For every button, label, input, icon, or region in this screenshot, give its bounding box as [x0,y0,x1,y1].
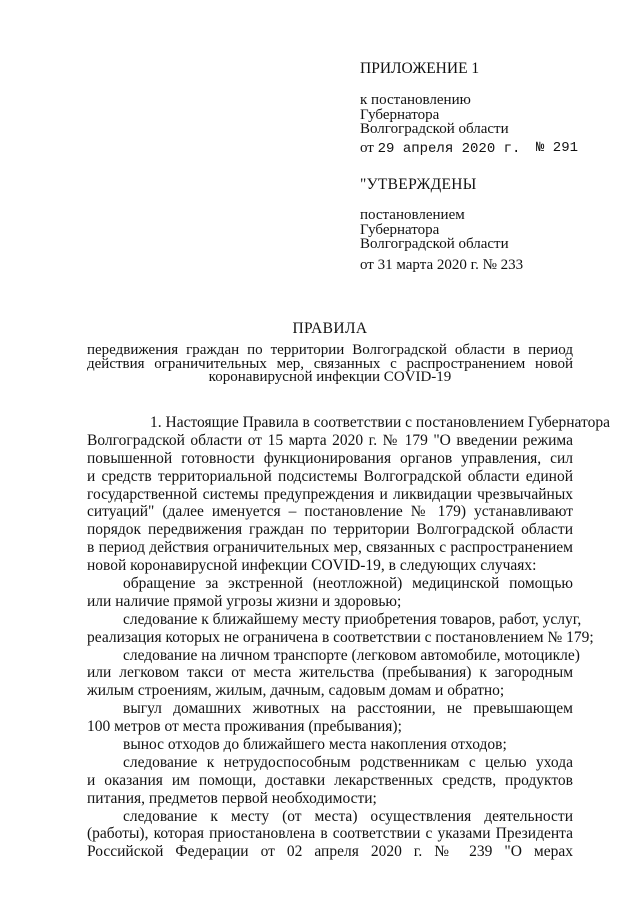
recipient-line: Волгоградской области [360,121,509,137]
document-title: ПРАВИЛА [292,320,368,337]
paragraph-3 [87,610,594,647]
paragraph-line: повышенной готовности функционирования органов управления, сил [87,449,573,467]
paragraph-line: или наличие прямой угрозы жизни и здоровью; [87,592,402,610]
approved-label: "УТВЕРЖДЕНЫ [360,176,477,193]
paragraph-line: государственной системы предупреждения и ликвидации чрезвычайных [87,485,573,503]
paragraph-line: Российской Федерации от 02 апреля 2020 г. № 239 "О мерах [87,843,573,861]
appendix-recipient [360,93,620,137]
paragraph-line: следование к месту (от места) осуществления деятельности [123,807,573,825]
appendix-label: ПРИЛОЖЕНИЕ 1 [360,60,480,77]
paragraph-line: в период действия ограничительных мер, связанных с распространением [87,539,573,557]
document-body [87,414,610,861]
paragraph-line: новой коронавирусной инфекции COVID-19, в следующих случаях: [87,557,537,575]
appendix-date-line [360,141,620,156]
approved-date-text: от 31 марта 2020 г. № 233 [360,257,524,273]
paragraph-line: 1. Настоящие Правила в соответствии с постановлением Губернатора [150,414,610,431]
paragraph-line: 100 метров от места проживания (пребывания); [87,718,402,736]
paragraph-line: жилым строениям, жилым, дачным, садовым домам и обратно; [87,682,505,700]
paragraph-6 [87,736,573,754]
paragraph-line: питания, предметов первой необходимости; [87,789,377,807]
document-subtitle [87,343,573,384]
recipient-line: к постановлению [360,92,471,108]
recipient-line: Губернатора [360,106,440,123]
approved-by-line: Губернатора [360,221,440,238]
subtitle-line: действия ограничительных мер, связанных с распространением новой [87,355,573,372]
paragraph-2 [87,575,573,611]
paragraph-line: вынос отходов до ближайшего места накопления отходов; [123,736,507,754]
paragraph-line: ситуаций" (далее именуется – постановление № 179) устанавливают [87,503,573,521]
paragraph-line: и оказания им помощи, доставки лекарственных средств, продуктов [87,771,573,789]
paragraph-line: или легковом такси от места жительства (пребывания) к загородным [87,664,573,682]
paragraph-4 [87,646,580,701]
paragraph-line: порядок передвижения граждан по территории Волгоградской области [87,521,573,539]
paragraph-7 [87,754,573,808]
paragraph-8 [87,808,573,862]
paragraph-line: и средств территориальной подсистемы Волгоградской области единой [87,467,573,485]
paragraph-line: (работы), которая приостановлена в соответствии с указами Президента [87,825,573,843]
paragraph-line: обращение за экстренной (неотложной) медицинской помощью [123,575,573,593]
approved-heading [360,178,620,192]
approved-by-line: постановлением [360,207,465,223]
paragraph-line: реализация которых не ограничена в соответствии с постановлением № 179; [87,628,594,646]
subtitle-line: коронавирусной инфекции COVID-19 [208,369,452,385]
document-number: № 291 [536,140,579,156]
paragraph-line: выгул домашних животных на расстоянии, не превышающем [123,700,573,718]
paragraph-5 [87,700,573,736]
paragraph-line: следование на личном транспорте (легковом автомобиле, мотоцикле) [123,646,580,664]
paragraph-line: следование к нетрудоспособным родственникам с целью ухода [123,753,573,771]
approved-by-line: Волгоградской области [360,236,509,252]
approved-by [360,208,620,252]
paragraph-1 [87,414,610,575]
paragraph-line: следование к ближайшему месту приобретения товаров, работ, услуг, [123,610,582,628]
subtitle-line: передвижения граждан по территории Волгоградской области в период [87,342,573,358]
date-prefix: от [360,140,378,156]
paragraph-line: Волгоградской области от 15 марта 2020 г. № 179 "О введении режима [87,431,573,449]
date-value: 29 апреля 2020 г. [377,141,521,157]
appendix-heading [360,62,620,76]
approved-date [360,258,620,272]
